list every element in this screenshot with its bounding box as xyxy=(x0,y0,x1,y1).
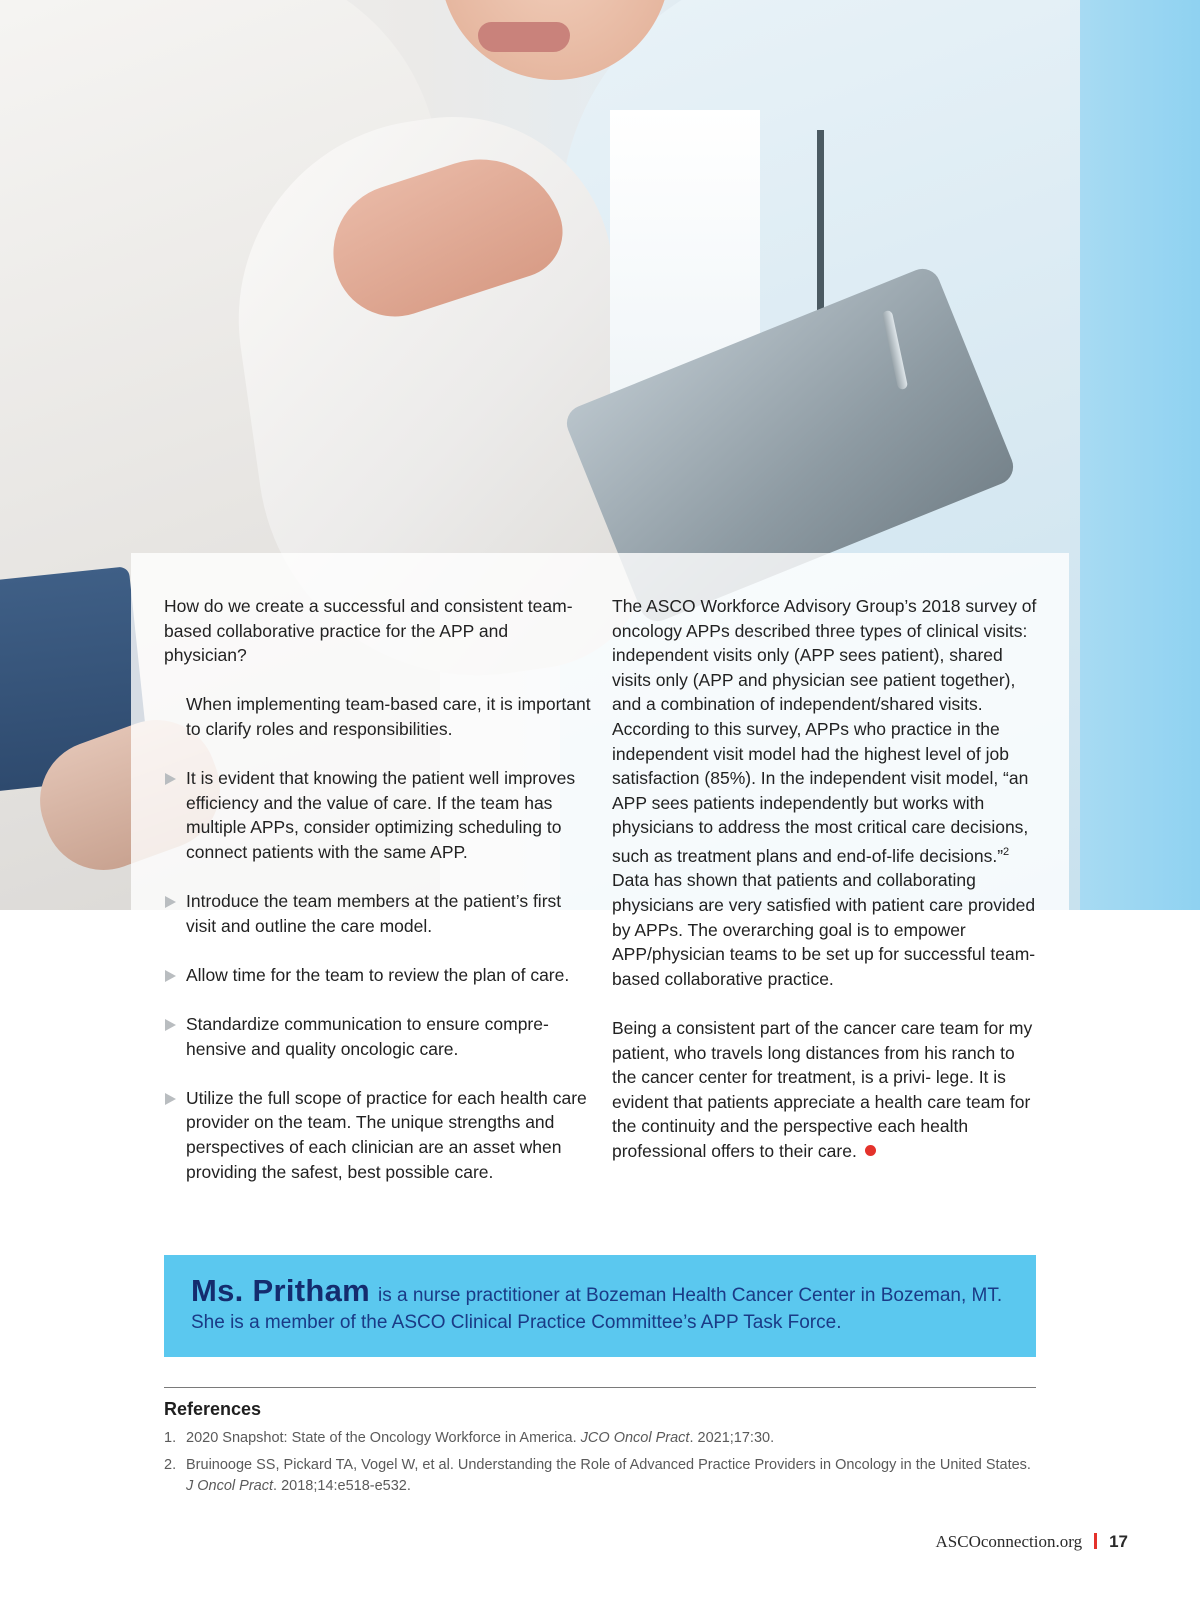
bullet-text: Utilize the full scope of practice for each health care provider on the team. The unique strengths and perspectives of each clinician are an asset when providing the safest, best possible care. xyxy=(186,1087,587,1182)
author-bio-text: is a nurse practitioner at Bozeman Health Cancer Center in Bozeman, MT. She is a member of the ASCO Clinical Practice Committee’s APP Task Force. xyxy=(191,1285,1003,1333)
author-bio-box xyxy=(164,1255,1036,1357)
reference-number: 2. xyxy=(164,1457,177,1473)
right-column xyxy=(612,594,1042,1188)
bullet-item xyxy=(164,692,594,741)
footer-separator xyxy=(1094,1533,1097,1549)
end-mark-icon xyxy=(865,1145,876,1156)
reference-item xyxy=(164,1428,1036,1449)
divider xyxy=(164,1387,1036,1388)
bullet-arrow-icon xyxy=(165,1019,176,1031)
survey-paragraph xyxy=(612,594,1042,991)
bullet-item xyxy=(164,889,594,938)
citation-superscript: 2 xyxy=(1003,845,1010,858)
page-footer xyxy=(936,1532,1128,1552)
author-name: Ms. Pritham xyxy=(191,1273,371,1308)
doctor-lips xyxy=(478,22,570,52)
footer-site: ASCOconnection.org xyxy=(935,1532,1083,1551)
bullet-text: When implementing team-based care, it is important to clarify roles and responsibilities. xyxy=(186,694,591,739)
bullet-item xyxy=(164,1086,594,1184)
survey-text-continued: Data has shown that patients and collaborating physicians are very satisfied with patient care provided by APPs. The overarching goal is to empower APP/physician teams to be set up for successful team-based collaborative practice. xyxy=(612,870,1036,989)
bullet-text: Allow time for the team to review the plan of care. xyxy=(186,964,570,985)
author-bio xyxy=(191,1273,1009,1336)
bullet-text: It is evident that knowing the patient well improves efficiency and the value of care. If the team has multiple APPs, consider optimizing scheduling to connect patients with the same APP. xyxy=(186,768,576,862)
references-list xyxy=(164,1428,1036,1503)
bullet-item xyxy=(164,963,594,988)
closing-text: Being a consistent part of the cancer care team for my patient, who travels long distances from his ranch to the cancer center for treatment, is a privi- lege. It is evident that patients appreciate a health care team for the continuity and the perspective each health professional offers to their care. xyxy=(612,1017,1033,1161)
bullet-arrow-icon xyxy=(165,1093,176,1105)
references-heading: References xyxy=(164,1399,262,1419)
reference-citation: . 2018;14:e518-e532. xyxy=(273,1478,411,1494)
survey-text: The ASCO Workforce Advisory Group’s 2018 survey of oncology APPs described three types of clinical visits: independent visits only (APP sees patient), shared visits only (APP and physician see patient together), and a combination of independent/shared visits. According to this survey, APPs who practice in the independent visit model had the highest level of job satisfaction (85%). In the independent visit model, “an APP sees patients independently but works with physicians to address the most critical care decisions, such as treatment plans and end-of-life decisions.” xyxy=(612,596,1037,866)
reference-item xyxy=(164,1455,1036,1497)
closing-paragraph xyxy=(612,1016,1042,1164)
bullet-arrow-icon xyxy=(165,896,176,908)
bullet-item xyxy=(164,1012,594,1061)
intro-question: How do we create a successful and consistent team-based collaborative practice for the APP and physician? xyxy=(164,596,573,666)
reference-citation: . 2021;17:30. xyxy=(689,1430,775,1446)
bullet-arrow-icon xyxy=(165,773,176,785)
left-column xyxy=(164,594,594,1209)
bullet-item xyxy=(164,766,594,864)
reference-text: Bruinooge SS, Pickard TA, Vogel W, et al. Understanding the Role of Advanced Practice Providers in Oncology in the United States. xyxy=(186,1457,1031,1473)
bullet-text: Standardize communication to ensure compre- hensive and quality oncologic care. xyxy=(186,1014,549,1059)
reference-journal: JCO Oncol Pract xyxy=(580,1430,690,1446)
bullet-arrow-icon xyxy=(165,970,176,982)
page-number: 17 xyxy=(1109,1532,1128,1551)
reference-number: 1. xyxy=(164,1430,177,1446)
reference-journal: J Oncol Pract xyxy=(186,1478,274,1494)
reference-text: 2020 Snapshot: State of the Oncology Workforce in America. xyxy=(186,1430,581,1446)
bullet-text: Introduce the team members at the patient’s first visit and outline the care model. xyxy=(186,891,562,936)
